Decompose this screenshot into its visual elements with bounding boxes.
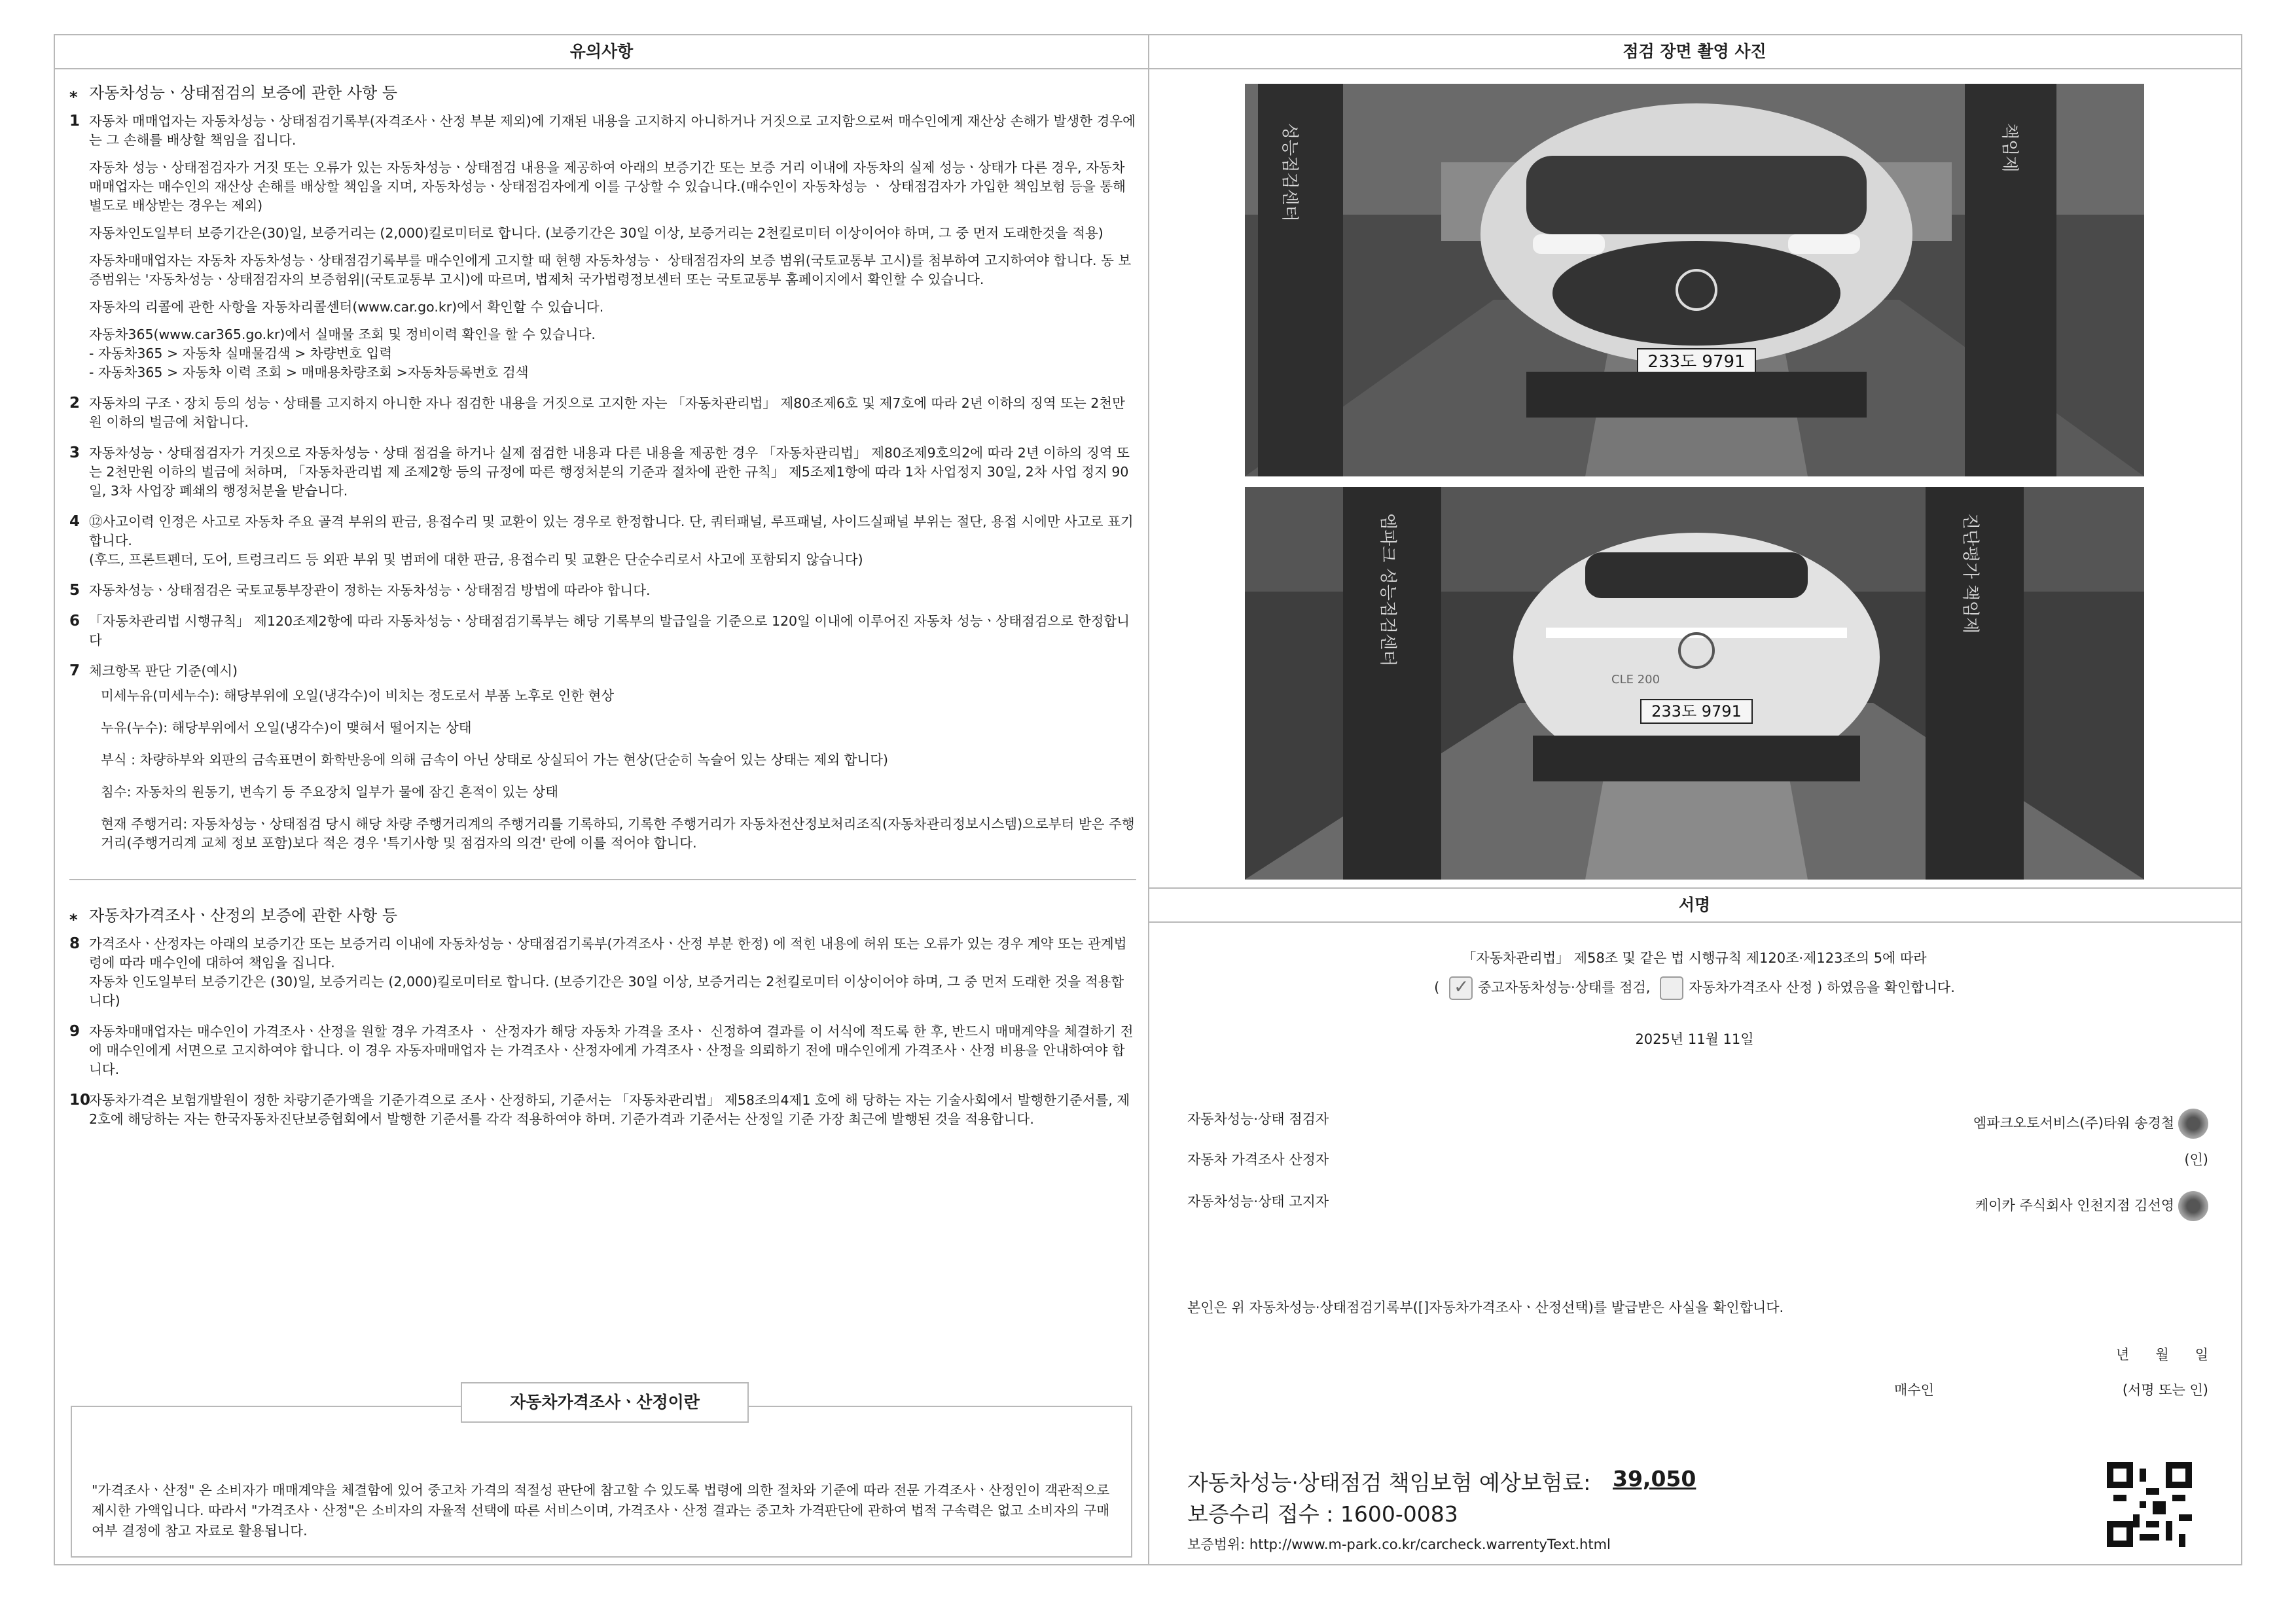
item-paragraph: 「자동차관리법 시행규칙」 제120조제2항에 따라 자동차성능ㆍ상태점검기록부는 해당 기록부의 발급일을 기준으로 120일 이내에 이루어진 자동차 성능ㆍ상태점검으로 한정합니다 [89, 613, 1130, 648]
criteria-line: 미세누유(미세누수): 해당부위에 오일(냉각수)이 비치는 정도로서 부품 노후로 인한 현상 [101, 688, 615, 704]
price-check-checkbox[interactable] [1660, 976, 1683, 1000]
price-info-text: "가격조사ㆍ산정" 은 소비자가 매매계약을 체결함에 있어 중고차 가격의 적절성 판단에 참고할 수 있도록 법령에 의한 절차와 기준에 따라 전문 가격조사ㆍ산정인이 객관적으로 제시한 가액입니다. 따라서 "가격조사ㆍ산정"은 소비자의 자율적 선택에 따른 서비스이며, 가격조사ㆍ산정 결과는 중고차 가격판단에 관하여 법적 구속력은 없고 소비자의 구매 여부 결정에 참고 자료로 활용됩니다. [92, 1482, 1110, 1539]
section2-title: ⁎ 자동차가격조사ㆍ산정의 보증에 관한 사항 등 [69, 906, 398, 925]
item-8 [69, 935, 1136, 1010]
item-7-title: 체크항목 판단 기준(예시) [89, 663, 238, 679]
item-number: 4 [69, 513, 81, 530]
banner-bottom-left-text: 엠파크 성능점검센터 [1378, 513, 1397, 667]
insurance-value: 39,050 [1613, 1466, 1696, 1491]
item-5 [69, 581, 1136, 600]
item-number: 8 [69, 935, 81, 952]
price-info-title: 자동차가격조사ㆍ산정이란 [461, 1382, 749, 1423]
check-line: ( ✓ 중고자동차성능·상태를 점검, 자동차가격조사 산정 ) 하였음을 확인합니다. [1148, 976, 2241, 1000]
item-paragraph: 자동차의 구조ㆍ장치 등의 성능ㆍ상태를 고지하지 아니한 자나 점검한 내용을 거짓으로 고지한 자는 「자동차관리법」 제80조제6호 및 제7호에 따라 2년 이하의 징역 또는 2천만원 이하의 벌금에 처합니다. [89, 395, 1125, 430]
item-paragraph: 자동차매매업자는 매수인이 가격조사ㆍ산정을 원할 경우 가격조사 ㆍ 산정자가 해당 자동차 가격을 조사ㆍ 신정하여 결과를 이 서식에 적도록 한 후, 반드시 매매계약을 체결하기 전에 매수인에게 서면으로 고지하여야 합니다. 이 경우 자동자매매업자 는 가격조사ㆍ산정자에게 가격조사ㆍ산정을 의뢰하기 전에 매수인에게 가격조사ㆍ산정 비용을 안내하여야 합니다. [89, 1024, 1134, 1077]
rear-plate: 233도 9791 [1651, 702, 1742, 721]
section-divider [69, 879, 1136, 880]
item-3 [69, 444, 1136, 501]
asterisk-icon: ⁎ [69, 906, 78, 925]
banner-top-right-text: 책임제 [2000, 123, 2019, 173]
photo-column: 점검 장면 촬영 사진 성능점검센터 책임제 233도 9791 엠파크 성능점검센터 진단평가 책임제 CLE 200 233도 9791 서명 「자동차관리법」 제58조 및 같은 법 시행규칙 제120조·제123조의 5에 따라 ( ✓ 중고자동차성능·상태를 점검, 자동차가격조사 산정 ) 하였음을 확인합니다. 2025년 11월 11일 자동차성능·상태 점검자 엠파크오토서비스(주)타워 송경철 자동차 가격조사 산정자 (인) 자동차성능·상태 고지자 케이카 주식회사 인천지점 김선영 본인은 위 자동차성능·상태점검기록부([]자동차가격조사ㆍ산정선택)를 발급받은 사실을 확인합니다. 년 월 일 매수인 (서명 또는 인) 자동차성능·상태점검 책임보험 예상보험료: 39,050 보증수리 접수 : 1600-0083 보증범위: http://www.m-park.co.kr/carcheck.warrentyText.html [1148, 35, 2241, 1564]
price-info-box [71, 1406, 1132, 1558]
item-paragraph: 가격조사ㆍ산정자는 아래의 보증기간 또는 보증거리 이내에 자동차성능ㆍ상태점검기록부(가격조사ㆍ산정 부분 한정) 에 적힌 내용에 허위 또는 오류가 있는 경우 계약 또는 관계법령에 따라 매수인에 대하여 책임을 집니다. 자동차 인도일부터 보증기간은 (30)일, 보증거리는 (2,000)킬로미터로 합니다. (보증기간은 30일 이상, 보증거리는 2천킬로미터 이상이어야 하며, 그 중 먼저 도래한 것을 적용합니다) [89, 936, 1127, 1008]
notes-body [69, 84, 1136, 1141]
item-1 [69, 112, 1136, 382]
document-sheet [54, 34, 2242, 1565]
item-paragraph: 자동차성능ㆍ상태점검은 국토교통부장관이 정하는 자동차성능ㆍ상태점검 방법에 따라야 합니다. [89, 582, 651, 598]
section2-items [69, 935, 1136, 1129]
item-2 [69, 394, 1136, 432]
item-number: 5 [69, 582, 81, 599]
item-paragraph: ⑫사고이력 인정은 사고로 자동차 주요 골격 부위의 판금, 용접수리 및 교환이 있는 경우로 한정합니다. 단, 쿼터패널, 루프패널, 사이드실패널 부위는 절단, 용접 시에만 사고로 표기합니다. (후드, 프론트펜더, 도어, 트렁크리드 등 외판 부위 및 범퍼에 대한 판금, 용접수리 및 교환은 단순수리로서 사고에 포함되지 않습니다) [89, 514, 1134, 567]
notes-header: 유의사항 [55, 35, 1148, 69]
item-7: 7 체크항목 판단 기준(예시) 미세누유(미세누수): 해당부위에 오일(냉각수)이 비치는 정도로서 부품 노후로 인한 현상 누유(누수): 해당부위에서 오일(냉각수)이 맺혀서 떨어지는 상태 부식 : 차량하부와 외판의 금속표면이 화학반응에 의해 금속이 아닌 상태로 상실되어 가는 현상(단순히 녹슬어 있는 상태는 제외 합니다) 침수: 자동차의 원동기, 변속기 등 주요장치 일부가 물에 잠긴 흔적이 있는 상태 현재 주행거리: 자동차성능ㆍ상태점검 당시 해당 차량 주행거리계의 주행거리를 기록하되, 기록한 주행거리가 자동차전산정보처리조직(자동차관리정보시스템)으로부터 받은 주행거리(주행거리계 교체 정보 포함)보다 적은 경우 '특기사항 및 점검자의 의견' 란에 이를 적어야 합니다. [69, 662, 1136, 853]
criteria-line: 현재 주행거리: 자동차성능ㆍ상태점검 당시 해당 차량 주행거리계의 주행거리를 기록하되, 기록한 주행거리가 자동차전산정보처리조직(자동차관리정보시스템)으로부터 받은 주행거리(주행거리계 교체 정보 포함)보다 적은 경우 '특기사항 및 점검자의 의견' 란에 이를 적어야 합니다. [101, 816, 1135, 851]
item-number: 6 [69, 613, 81, 630]
section1-title: ⁎ 자동차성능ㆍ상태점검의 보증에 관한 사항 등 [69, 84, 398, 102]
notes-column [55, 35, 1149, 1564]
seal-icon [2178, 1191, 2208, 1221]
qr-code-icon[interactable] [2107, 1462, 2192, 1547]
law-line: 「자동차관리법」 제58조 및 같은 법 시행규칙 제120조·제123조의 5에 따라 [1462, 950, 1927, 966]
section1-items [69, 112, 1136, 650]
criteria-line: 침수: 자동차의 원동기, 변속기 등 주요장치 일부가 물에 잠긴 흔적이 있는 상태 [101, 784, 558, 800]
item-4 [69, 512, 1136, 569]
item-7-lines [89, 687, 1136, 853]
item-paragraph: 자동차의 리콜에 관한 사항을 자동차리콜센터(www.car.go.kr)에서 확인할 수 있습니다. [89, 299, 604, 315]
criteria-line: 부식 : 차량하부와 외판의 금속표면이 화학반응에 의해 금속이 아닌 상태로 상실되어 가는 현상(단순히 녹슬어 있는 상태는 제외 합니다) [101, 752, 889, 768]
front-plate: 233도 9791 [1647, 352, 1746, 372]
item-number: 10 [69, 1092, 91, 1109]
item-number: 2 [69, 395, 81, 412]
rear-inspection-photo [1245, 487, 2144, 880]
asterisk-icon: ⁎ [69, 84, 78, 102]
item-number: 9 [69, 1023, 81, 1040]
banner-bottom-right-text: 진단평가 책임제 [1960, 513, 1980, 634]
front-inspection-photo [1245, 84, 2144, 476]
seal-icon [2178, 1109, 2208, 1139]
photos-header: 점검 장면 촬영 사진 [1148, 35, 2241, 69]
item-9 [69, 1022, 1136, 1079]
criteria-line: 누유(누수): 해당부위에서 오일(냉각수)이 맺혀서 떨어지는 상태 [101, 720, 472, 736]
item-paragraph: 자동차가격은 보험개발원이 정한 차량기준가액을 기준가격으로 조사ㆍ산정하되, 기준서는 「자동차관리법」 제58조의4제1 호에 해 당하는 자는 기술사회에서 발행한기준서를, 제2호에 해당하는 자는 한국자동차진단보증협회에서 발행한 기준서를 각각 적용하여야 하며. 기준가격과 기준서는 산정일 기준 가장 최근에 발행된 것을 적용합니다. [89, 1092, 1130, 1127]
item-paragraph: 자동차성능ㆍ상태점검자가 거짓으로 자동차성능ㆍ상태 점검을 하거나 실제 점검한 내용과 다른 내용을 제공한 경우 「자동차관리법」 제80조제9호의2에 따라 2년 이하의 징역 또는 2천만원 이하의 벌금에 처하며, 「자동차관리법 제 조제2항 등의 규정에 따른 행정처분의 기준과 절차에 관한 규칙」 제5조제1항에 따라 1차 사업정지 30일, 2차 사업 정지 90일, 3차 사업장 폐쇄의 행정처분을 받습니다. [89, 445, 1130, 499]
item-paragraph: 자동차 매매업자는 자동차성능ㆍ상태점검기록부(자격조사ㆍ산정 부분 제외)에 기재된 내용을 고지하지 아니하거나 거짓으로 고지함으로써 매수인에게 재산상 손해가 발생한 경우에는 그 손해를 배상할 책임을 집니다. [89, 113, 1136, 148]
inspection-checkbox[interactable] [1449, 976, 1473, 1000]
item-6 [69, 612, 1136, 650]
item-paragraph: 자동차365(www.car365.go.kr)에서 실매물 조회 및 정비이력 확인을 할 수 있습니다. - 자동차365 > 자동차 실매물검색 > 차량번호 입력 - 자동차365 > 자동차 이력 조회 > 매매용차량조회 >자동차등록번호 검색 [89, 327, 596, 380]
item-number: 3 [69, 444, 81, 461]
item-paragraph: 자동차매매업자는 자동차 자동차성능ㆍ상태점검기록부를 매수인에게 고지할 때 현행 자동차성능ㆍ 상태점검자의 보증 범위(국토교통부 고시)를 첨부하여 고지하여야 합니다. 동 보증범위는 '자동차성능ㆍ상태점검자의 보증험위|(국토교통부 고시)에 따르며, 법제처 국가법령정보센터 또는 국토교통부 홈페이지에서 확인할 수 있습니다. [89, 253, 1132, 287]
item-10 [69, 1091, 1136, 1129]
item-paragraph: 자동차 성능ㆍ상태점검자가 거짓 또는 오류가 있는 자동차성능ㆍ상태점검 내용을 제공하여 아래의 보증기간 또는 보증 거리 이내에 자동차의 실제 성능ㆍ상태가 다른 경우, 자동차매매업자는 매수인의 재산상 손해를 배상할 책임을 지며, 자동차성능ㆍ상태점검자에게 이를 구상할 수 있습니다.(매수인이 자동차성능 ㆍ 상태점검자가 가입한 책임보험 등을 통해 별도로 배상받는 경우는 제외) [89, 160, 1126, 213]
item-paragraph: 자동차인도일부터 보증기간은(30)일, 보증거리는 (2,000)킬로미터로 합니다. (보증기간은 30일 이상, 보증거리는 2천킬로미터 이상이어야 하며, 그 중 먼저 도래한것을 적용) [89, 225, 1103, 241]
rear-badge: CLE 200 [1611, 673, 1660, 687]
item-number: 1 [69, 113, 81, 130]
signature-header: 서명 [1148, 887, 2241, 923]
banner-top-text: 성능점검센터 [1280, 123, 1299, 222]
sign-date: 2025년 11월 11일 [1635, 1031, 1754, 1047]
